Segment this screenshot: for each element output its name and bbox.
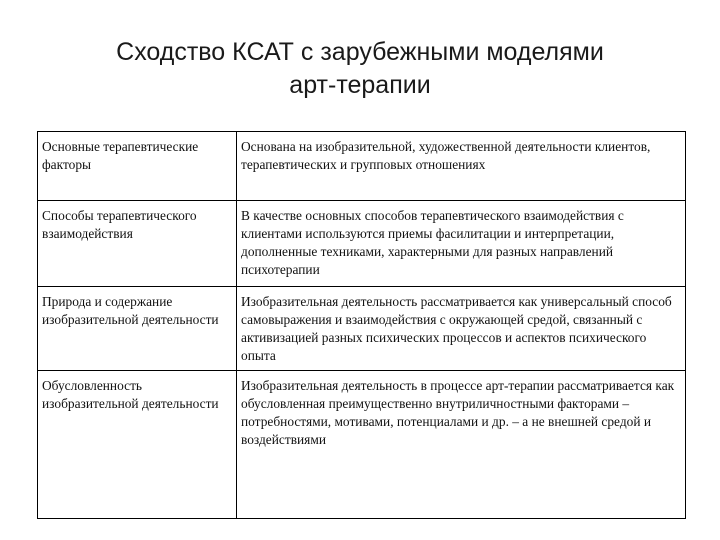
- comparison-table: [37, 131, 686, 519]
- table-row: [38, 287, 686, 371]
- row-label-cell: Обусловленность изобразительной деятельности: [38, 371, 237, 519]
- slide-title: [30, 36, 690, 102]
- row-description-cell: Основана на изобразительной, художественной деятельности клиентов, терапевтических и групповых отношениях: [237, 132, 686, 201]
- row-description-cell: В качестве основных способов терапевтического взаимодействия с клиентами используются приемы фасилитации и интерпретации, дополненные техниками, характерными для разных направлений психотерапии: [237, 201, 686, 287]
- row-label-cell: Природа и содержание изобразительной деятельности: [38, 287, 237, 371]
- table-row: [38, 371, 686, 519]
- table-row: [38, 132, 686, 201]
- row-label-cell: Основные терапевтические факторы: [38, 132, 237, 201]
- table-row: [38, 201, 686, 287]
- row-description-cell: Изобразительная деятельность в процессе арт-терапии рассматривается как обусловленная преимущественно внутриличностными факторами – потребностями, мотивами, потенциалами и др. – а не внешней средой и воздействиями: [237, 371, 686, 519]
- slide-title-line-1: Сходство КСАТ с зарубежными моделями: [116, 38, 604, 66]
- slide-title-line-2: арт-терапии: [289, 71, 431, 99]
- row-label-cell: Способы терапевтического взаимодействия: [38, 201, 237, 287]
- row-description-cell: Изобразительная деятельность рассматривается как универсальный способ самовыражения и взаимодействия с окружающей средой, связанный с активизацией разных психических процессов и аспектов психического опыта: [237, 287, 686, 371]
